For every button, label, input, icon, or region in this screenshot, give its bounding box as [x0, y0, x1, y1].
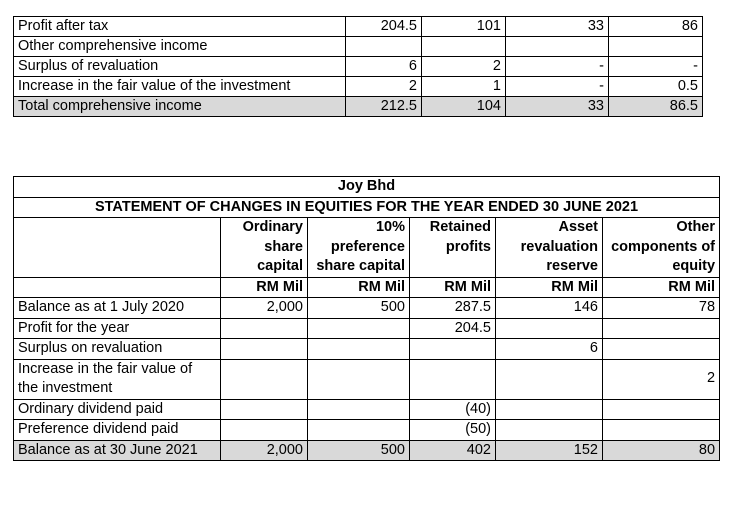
cell	[346, 37, 422, 57]
cell: 2	[422, 57, 506, 77]
cell	[506, 37, 609, 57]
cell	[308, 318, 410, 339]
table-row	[14, 298, 720, 319]
cell	[221, 359, 308, 399]
cell	[410, 359, 496, 399]
table-row	[14, 37, 703, 57]
cell: 1	[422, 77, 506, 97]
row-label: Balance as at 30 June 2021	[14, 440, 221, 461]
table-row	[14, 97, 703, 117]
cell	[496, 420, 603, 441]
cell	[496, 318, 603, 339]
table-row	[14, 440, 720, 461]
units-blank	[14, 277, 221, 298]
company-name: Joy Bhd	[14, 177, 720, 198]
table-row	[14, 57, 703, 77]
column-header: Other components of equity	[603, 218, 720, 278]
cell: 2,000	[221, 298, 308, 319]
cell: -	[609, 57, 703, 77]
row-label: Profit after tax	[14, 17, 346, 37]
cell: 86.5	[609, 97, 703, 117]
table-row	[14, 399, 720, 420]
table-row	[14, 420, 720, 441]
column-header: Ordinary share capital	[221, 218, 308, 278]
row-label: Profit for the year	[14, 318, 221, 339]
row-label: Surplus of revaluation	[14, 57, 346, 77]
cell: 204.5	[346, 17, 422, 37]
table-row	[14, 77, 703, 97]
units-row	[14, 277, 720, 298]
unit-label: RM Mil	[221, 277, 308, 298]
cell: (40)	[410, 399, 496, 420]
cell: 152	[496, 440, 603, 461]
cell	[496, 359, 603, 399]
cell	[609, 37, 703, 57]
cell: 80	[603, 440, 720, 461]
row-label: Increase in the fair value of the investment	[14, 359, 221, 399]
cell	[221, 318, 308, 339]
row-label: Other comprehensive income	[14, 37, 346, 57]
row-label: Balance as at 1 July 2020	[14, 298, 221, 319]
row-label: Ordinary dividend paid	[14, 399, 221, 420]
unit-label: RM Mil	[496, 277, 603, 298]
row-label: Increase in the fair value of the investment	[14, 77, 346, 97]
cell	[308, 420, 410, 441]
cell: 0.5	[609, 77, 703, 97]
cell	[603, 318, 720, 339]
header-blank	[14, 218, 221, 278]
cell	[410, 339, 496, 360]
unit-label: RM Mil	[308, 277, 410, 298]
column-header: Retained profits	[410, 218, 496, 278]
row-label: Total comprehensive income	[14, 97, 346, 117]
cell	[422, 37, 506, 57]
statement-title: STATEMENT OF CHANGES IN EQUITIES FOR THE YEAR ENDED 30 JUNE 2021	[14, 197, 720, 218]
cell: 104	[422, 97, 506, 117]
cell: 33	[506, 17, 609, 37]
cell: 402	[410, 440, 496, 461]
cell: 2,000	[221, 440, 308, 461]
cell	[221, 339, 308, 360]
table-row	[14, 17, 703, 37]
cell	[221, 420, 308, 441]
cell: 6	[346, 57, 422, 77]
cell: 2	[603, 359, 720, 399]
cell: 78	[603, 298, 720, 319]
cell	[603, 339, 720, 360]
cell: -	[506, 77, 609, 97]
cell	[603, 399, 720, 420]
cell: 101	[422, 17, 506, 37]
cell: 33	[506, 97, 609, 117]
table-row	[14, 318, 720, 339]
cell	[221, 399, 308, 420]
cell	[496, 399, 603, 420]
cell: -	[506, 57, 609, 77]
table-row	[14, 339, 720, 360]
table-row	[14, 359, 720, 399]
cell: 86	[609, 17, 703, 37]
row-label: Preference dividend paid	[14, 420, 221, 441]
cell	[308, 359, 410, 399]
column-header: 10% preference share capital	[308, 218, 410, 278]
cell: 500	[308, 440, 410, 461]
cell: 500	[308, 298, 410, 319]
cell: 204.5	[410, 318, 496, 339]
cell: (50)	[410, 420, 496, 441]
cell: 212.5	[346, 97, 422, 117]
changes-in-equity-table	[13, 176, 720, 461]
comprehensive-income-table	[13, 16, 703, 117]
column-headers	[14, 218, 720, 278]
cell: 287.5	[410, 298, 496, 319]
column-header: Asset revaluation reserve	[496, 218, 603, 278]
cell	[308, 399, 410, 420]
cell: 2	[346, 77, 422, 97]
cell: 6	[496, 339, 603, 360]
unit-label: RM Mil	[410, 277, 496, 298]
cell	[308, 339, 410, 360]
row-label: Surplus on revaluation	[14, 339, 221, 360]
unit-label: RM Mil	[603, 277, 720, 298]
cell: 146	[496, 298, 603, 319]
cell	[603, 420, 720, 441]
